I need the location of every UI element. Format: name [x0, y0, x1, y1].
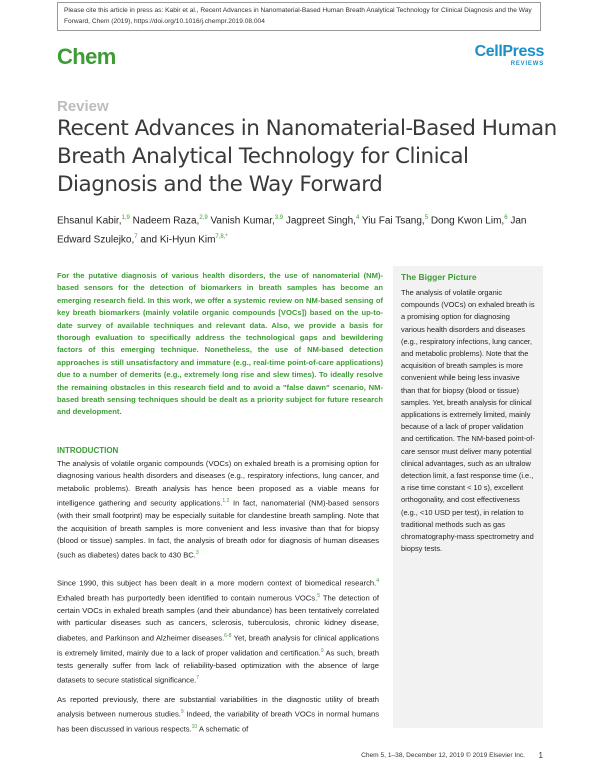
paragraph-text: The detection of certain VOCs in exhaled breath samples (and their abundance) has been tentatively correlated with particular diseases such as cancers, sclerosis, tuberculosis, chronic kidney disease, diabetes, and Parkinson and Alzheimer diseases. — [57, 593, 380, 643]
paragraph-text: A schematic of — [197, 724, 249, 734]
author-affiliation[interactable]: 7,8,* — [215, 234, 228, 241]
article-title: Recent Advances in Nanomaterial-Based Human Breath Analytical Technology for Clinical Diagnosis and the Way Forward — [57, 116, 557, 197]
reference-link[interactable]: 1,2 — [222, 498, 230, 505]
author-affiliation[interactable]: 6 — [504, 215, 508, 221]
reference-link[interactable]: 6-8 — [224, 632, 232, 639]
paragraph-text: Since 1990, this subject has been dealt in a more modern context of biomedical research. — [57, 578, 377, 588]
author-affiliation[interactable]: 7 — [134, 234, 138, 241]
sidebar-heading: The Bigger Picture — [401, 272, 477, 282]
paragraph-text: As reported previously, there are substantial variabilities in the diagnostic utility of breath analysis between numerous studies. — [57, 695, 379, 719]
body-paragraph — [57, 458, 379, 562]
paragraph-text: The analysis of volatile organic compounds (VOCs) on exhaled breath is a promising option for diagnosing various health disorders and diseases (e.g., respiratory infections, lung cancer, and metabolic problems). Breath analysis has hence been proposed as a viable means for intelligence gathering and security applications. — [57, 459, 379, 508]
author-name: Dong Kwon Lim, — [430, 215, 505, 227]
paragraph-text: In fact, nanomaterial (NM)-based sensors (with their small footprint) may be especially suitable for clandestine breath sampling. Note that the acquisition of breath samples is more convenient and less invasive than that for biopsy (blood or tissue) samples. In fact, the analysis of breath odor for diagnosis of human diseases (such as diabetes) dates back to 430 BC. — [57, 498, 379, 560]
reference-link[interactable]: 3 — [195, 550, 199, 557]
author-affiliation[interactable]: 3,9 — [274, 215, 284, 221]
reference-link[interactable]: 9 — [320, 647, 324, 654]
citation-text: Please cite this article in press as: Kabir et al., Recent Advances in Nanomaterial-Based Human Breath Analytical Technology for Clinical Diagnosis and the Way Forward, Chem (2019), https://doi.org/10.1016/j.chempr.2019.08.004 — [64, 7, 532, 25]
author-affiliation[interactable]: 5 — [424, 215, 429, 221]
reference-link[interactable]: 4 — [376, 578, 379, 584]
reference-link[interactable]: 7 — [196, 674, 200, 681]
author-name: Nadeem Raza, — [132, 215, 200, 227]
footer-reference: Chem 5, 1–38, December 12, 2019 © 2019 Elsevier Inc. — [361, 752, 525, 759]
sidebar-text: The analysis of volatile organic compounds (VOCs) on exhaled breath is a promising option for diagnosing various health disorders and diseases (e.g., respiratory infections, lung cancer, and metabolic problems). Note that the acquisition of breath samples is more convenient while being less invasive than that for biopsy (blood or tissue) samples. Yet, breath analysis for clinical applications is extremely limited, mainly because of a lack of proper validation and certification. The NM-based point-of-care sensor must deliver many potential clinical advantages, such as an ultralow detection limit, a fast response time (i.e., a rise time constant < 10 s), excellent orthogonality, and cost effectiveness (e.g., <10 USD per test), in relation to traditional methods such as gas chromatography-mass spectrometry and biopsy tests. — [401, 288, 535, 554]
citation-box — [57, 2, 541, 31]
author-name: Jagpreet Singh, — [285, 215, 356, 227]
reference-link[interactable]: 9 — [180, 709, 184, 716]
author-affiliation[interactable]: 1,9 — [121, 215, 130, 221]
author-name: Yiu Fai Tsang, — [361, 215, 425, 227]
article-type: Review — [57, 98, 109, 115]
author-name: and Ki-Hyun Kim — [140, 234, 216, 246]
publisher-subtitle: REVIEWS — [510, 61, 544, 67]
author-name: Vanish Kumar, — [210, 215, 275, 227]
journal-logo: Chem — [57, 44, 116, 69]
reference-link[interactable]: 10 — [191, 724, 198, 731]
bigger-picture-sidebar — [393, 266, 543, 728]
body-paragraph — [57, 694, 379, 736]
author-list — [57, 210, 553, 249]
paragraph-text: Indeed, the variability of breath VOCs in normal humans has been discussed in various respects. — [57, 709, 379, 734]
author-affiliation[interactable]: 4 — [355, 215, 360, 221]
publisher-name: CellPress — [474, 43, 544, 60]
body-paragraph — [57, 575, 379, 687]
publisher-logo — [474, 44, 544, 68]
section-heading-introduction: INTRODUCTION — [57, 446, 119, 455]
page-number: 1 — [538, 751, 543, 760]
reference-link[interactable]: 5 — [317, 592, 320, 599]
paragraph-text: As such, breath tests generally suffer from lack of reliability-based optimization with the absence of large datasets to secure statistical significance. — [57, 648, 379, 685]
author-name: Jan Edward Szulejko, — [57, 215, 527, 246]
paragraph-text: Exhaled breath has purportedly been identified to contain numerous VOCs. — [57, 593, 318, 603]
abstract: For the putative diagnosis of various health disorders, the use of nanomaterial (NM)-based sensors for the detection of biomarkers in breath samples has become an emerging research field. In this work, we offer a systemic review on NM-based sensing of key breath biomarkers (mainly volatile organic compounds [VOCs]) based on the up-to-date survey of available techniques and relevant data. Also, we provide a basis for thorough evaluation to specifically address the technological gaps and bewildering factors of this emerging technique. Nonetheless, the use of NM-based detection approaches is still unsatisfactory and immature (e.g., real-time point-of-care applications) due to a number of demerits (e.g., extremely long rise and slew times). To ideally resolve the remaining obstacles in this research field and to avoid a "false dawn" scenario, NM-based breath sensing techniques should be dealt as a priority subject for future research and development. — [57, 271, 383, 417]
author-affiliation[interactable]: 2,9 — [199, 215, 208, 221]
paragraph-text: Yet, breath analysis for clinical applications is extremely limited, mainly due to a lack of proper validation and certification. — [57, 633, 379, 658]
author-name: Ehsanul Kabir, — [57, 215, 122, 227]
